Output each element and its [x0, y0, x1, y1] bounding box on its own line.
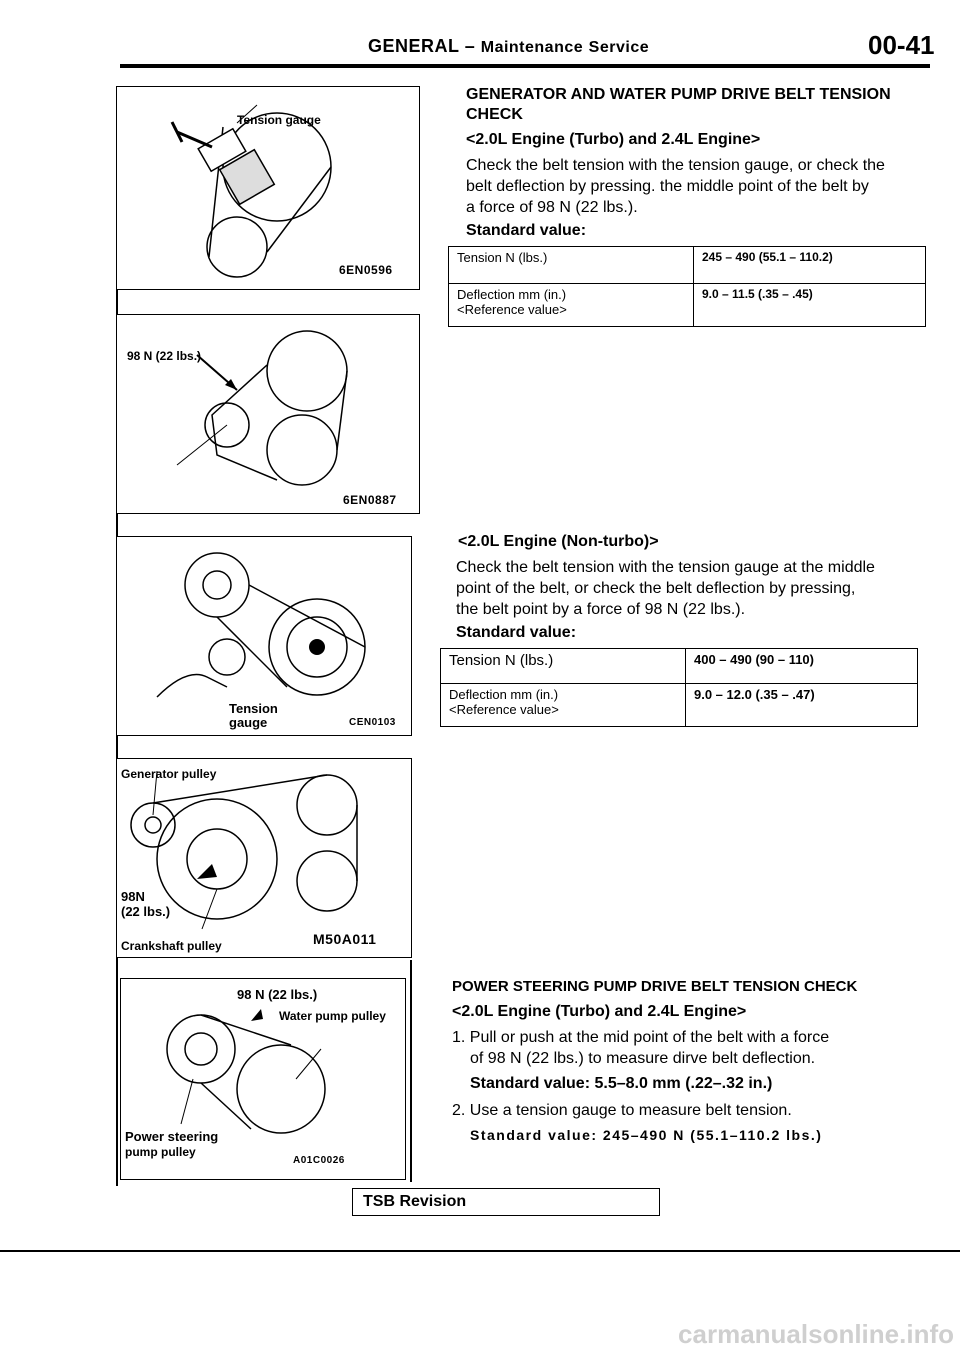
- section2-para-line2: point of the belt, or check the belt deflection by pressing,: [456, 580, 856, 597]
- section2-para-line1: Check the belt tension with the tension gauge at the middle: [456, 559, 875, 576]
- fig1-label: Tension gauge: [237, 113, 321, 127]
- table-row: [449, 247, 926, 284]
- figure-nonturbo-gauge: [116, 536, 412, 736]
- watermark: carmanualsonline.info: [678, 1319, 954, 1349]
- fig1-code: 6EN0596: [339, 263, 393, 277]
- section1-engine: <2.0L Engine (Turbo) and 2.4L Engine>: [466, 131, 761, 148]
- tsb-revision-box: [352, 1188, 660, 1216]
- fig5-label-force: 98 N (22 lbs.): [237, 987, 318, 1002]
- spec-value: 9.0 – 11.5 (.35 – .45): [694, 284, 926, 327]
- section2-std-label: Standard value:: [456, 624, 577, 641]
- figure-deflection: [116, 314, 420, 514]
- fig4-label-top: Generator pulley: [121, 767, 217, 781]
- spec-item: Deflection mm (in.) <Reference value>: [449, 284, 694, 327]
- section1-std-label: Standard value:: [466, 222, 587, 239]
- header-dash: –: [464, 36, 476, 56]
- section3-heading: POWER STEERING PUMP DRIVE BELT TENSION CHECK: [452, 978, 858, 995]
- tsb-revision-label: TSB Revision: [363, 1193, 467, 1210]
- section-name: GENERAL: [368, 36, 460, 56]
- spec-item: Tension N (lbs.): [449, 247, 694, 284]
- page-number: 00-41: [868, 30, 935, 60]
- fig4-code: M50A011: [313, 931, 377, 947]
- fig4-label-force2: (22 lbs.): [121, 904, 171, 919]
- section1-para-line3: a force of 98 N (22 lbs.).: [466, 199, 638, 216]
- section3-step1-std: Standard value: 5.5–8.0 mm (.22–.32 in.): [470, 1075, 773, 1092]
- section3-step2-std: Standard value: 245–490 N (55.1–110.2 lbs.): [470, 1127, 823, 1143]
- fig3-code: CEN0103: [349, 717, 396, 728]
- spec-value: 400 – 490 (90 – 110): [686, 649, 918, 684]
- table-row: [441, 649, 918, 684]
- right-frame-line: [410, 960, 412, 1182]
- page-header-title: [368, 36, 649, 57]
- fig3-label-line2: gauge: [229, 715, 268, 730]
- section1-heading-line1: GENERATOR AND WATER PUMP DRIVE BELT TENSION: [466, 86, 891, 103]
- fig4-label-bottom: Crankshaft pulley: [121, 939, 222, 953]
- fig5-label-water: Water pump pulley: [279, 1009, 386, 1023]
- fig5-label-ps2: pump pulley: [125, 1145, 196, 1159]
- section2-para-line3: the belt point by a force of 98 N (22 lbs.).: [456, 601, 746, 618]
- section1-heading-line2: CHECK: [466, 106, 523, 123]
- fig5-label-ps1: Power steering: [125, 1129, 219, 1144]
- fig2-code: 6EN0887: [343, 493, 397, 507]
- table-row: [441, 684, 918, 727]
- figure-power-steering: [120, 978, 406, 1180]
- subsection-word: Service: [588, 39, 650, 56]
- section1-para-line1: Check the belt tension with the tension gauge, or check the: [466, 157, 885, 174]
- footer-rule: [0, 1250, 960, 1252]
- section2-spec-table: [440, 648, 918, 727]
- fig5-code: A01C0026: [293, 1155, 345, 1166]
- subsection-name: Maintenance: [480, 39, 584, 56]
- section3-step1-line2: of 98 N (22 lbs.) to measure dirve belt deflection.: [470, 1050, 816, 1067]
- figure-tension-gauge: [116, 86, 420, 290]
- spec-value: 245 – 490 (55.1 – 110.2): [694, 247, 926, 284]
- fig4-label-force1: 98N: [121, 889, 145, 904]
- spec-item: Tension N (lbs.): [441, 649, 686, 684]
- section1-para-line2: belt deflection by pressing. the middle point of the belt by: [466, 178, 869, 195]
- section3-step1-line1: 1. Pull or push at the mid point of the belt with a force: [452, 1029, 830, 1046]
- section3-step2: 2. Use a tension gauge to measure belt tension.: [452, 1102, 792, 1119]
- section3-engine: <2.0L Engine (Turbo) and 2.4L Engine>: [452, 1003, 747, 1020]
- fig2-label: 98 N (22 lbs.): [127, 349, 202, 363]
- header-rule: [120, 64, 930, 68]
- table-row: [449, 284, 926, 327]
- figure-generator-crankshaft: [116, 758, 412, 958]
- section2-engine: <2.0L Engine (Non-turbo)>: [458, 533, 659, 550]
- section1-spec-table: [448, 246, 926, 327]
- spec-value: 9.0 – 12.0 (.35 – .47): [686, 684, 918, 727]
- spec-item: Deflection mm (in.) <Reference value>: [441, 684, 686, 727]
- fig3-label-line1: Tension: [229, 701, 278, 716]
